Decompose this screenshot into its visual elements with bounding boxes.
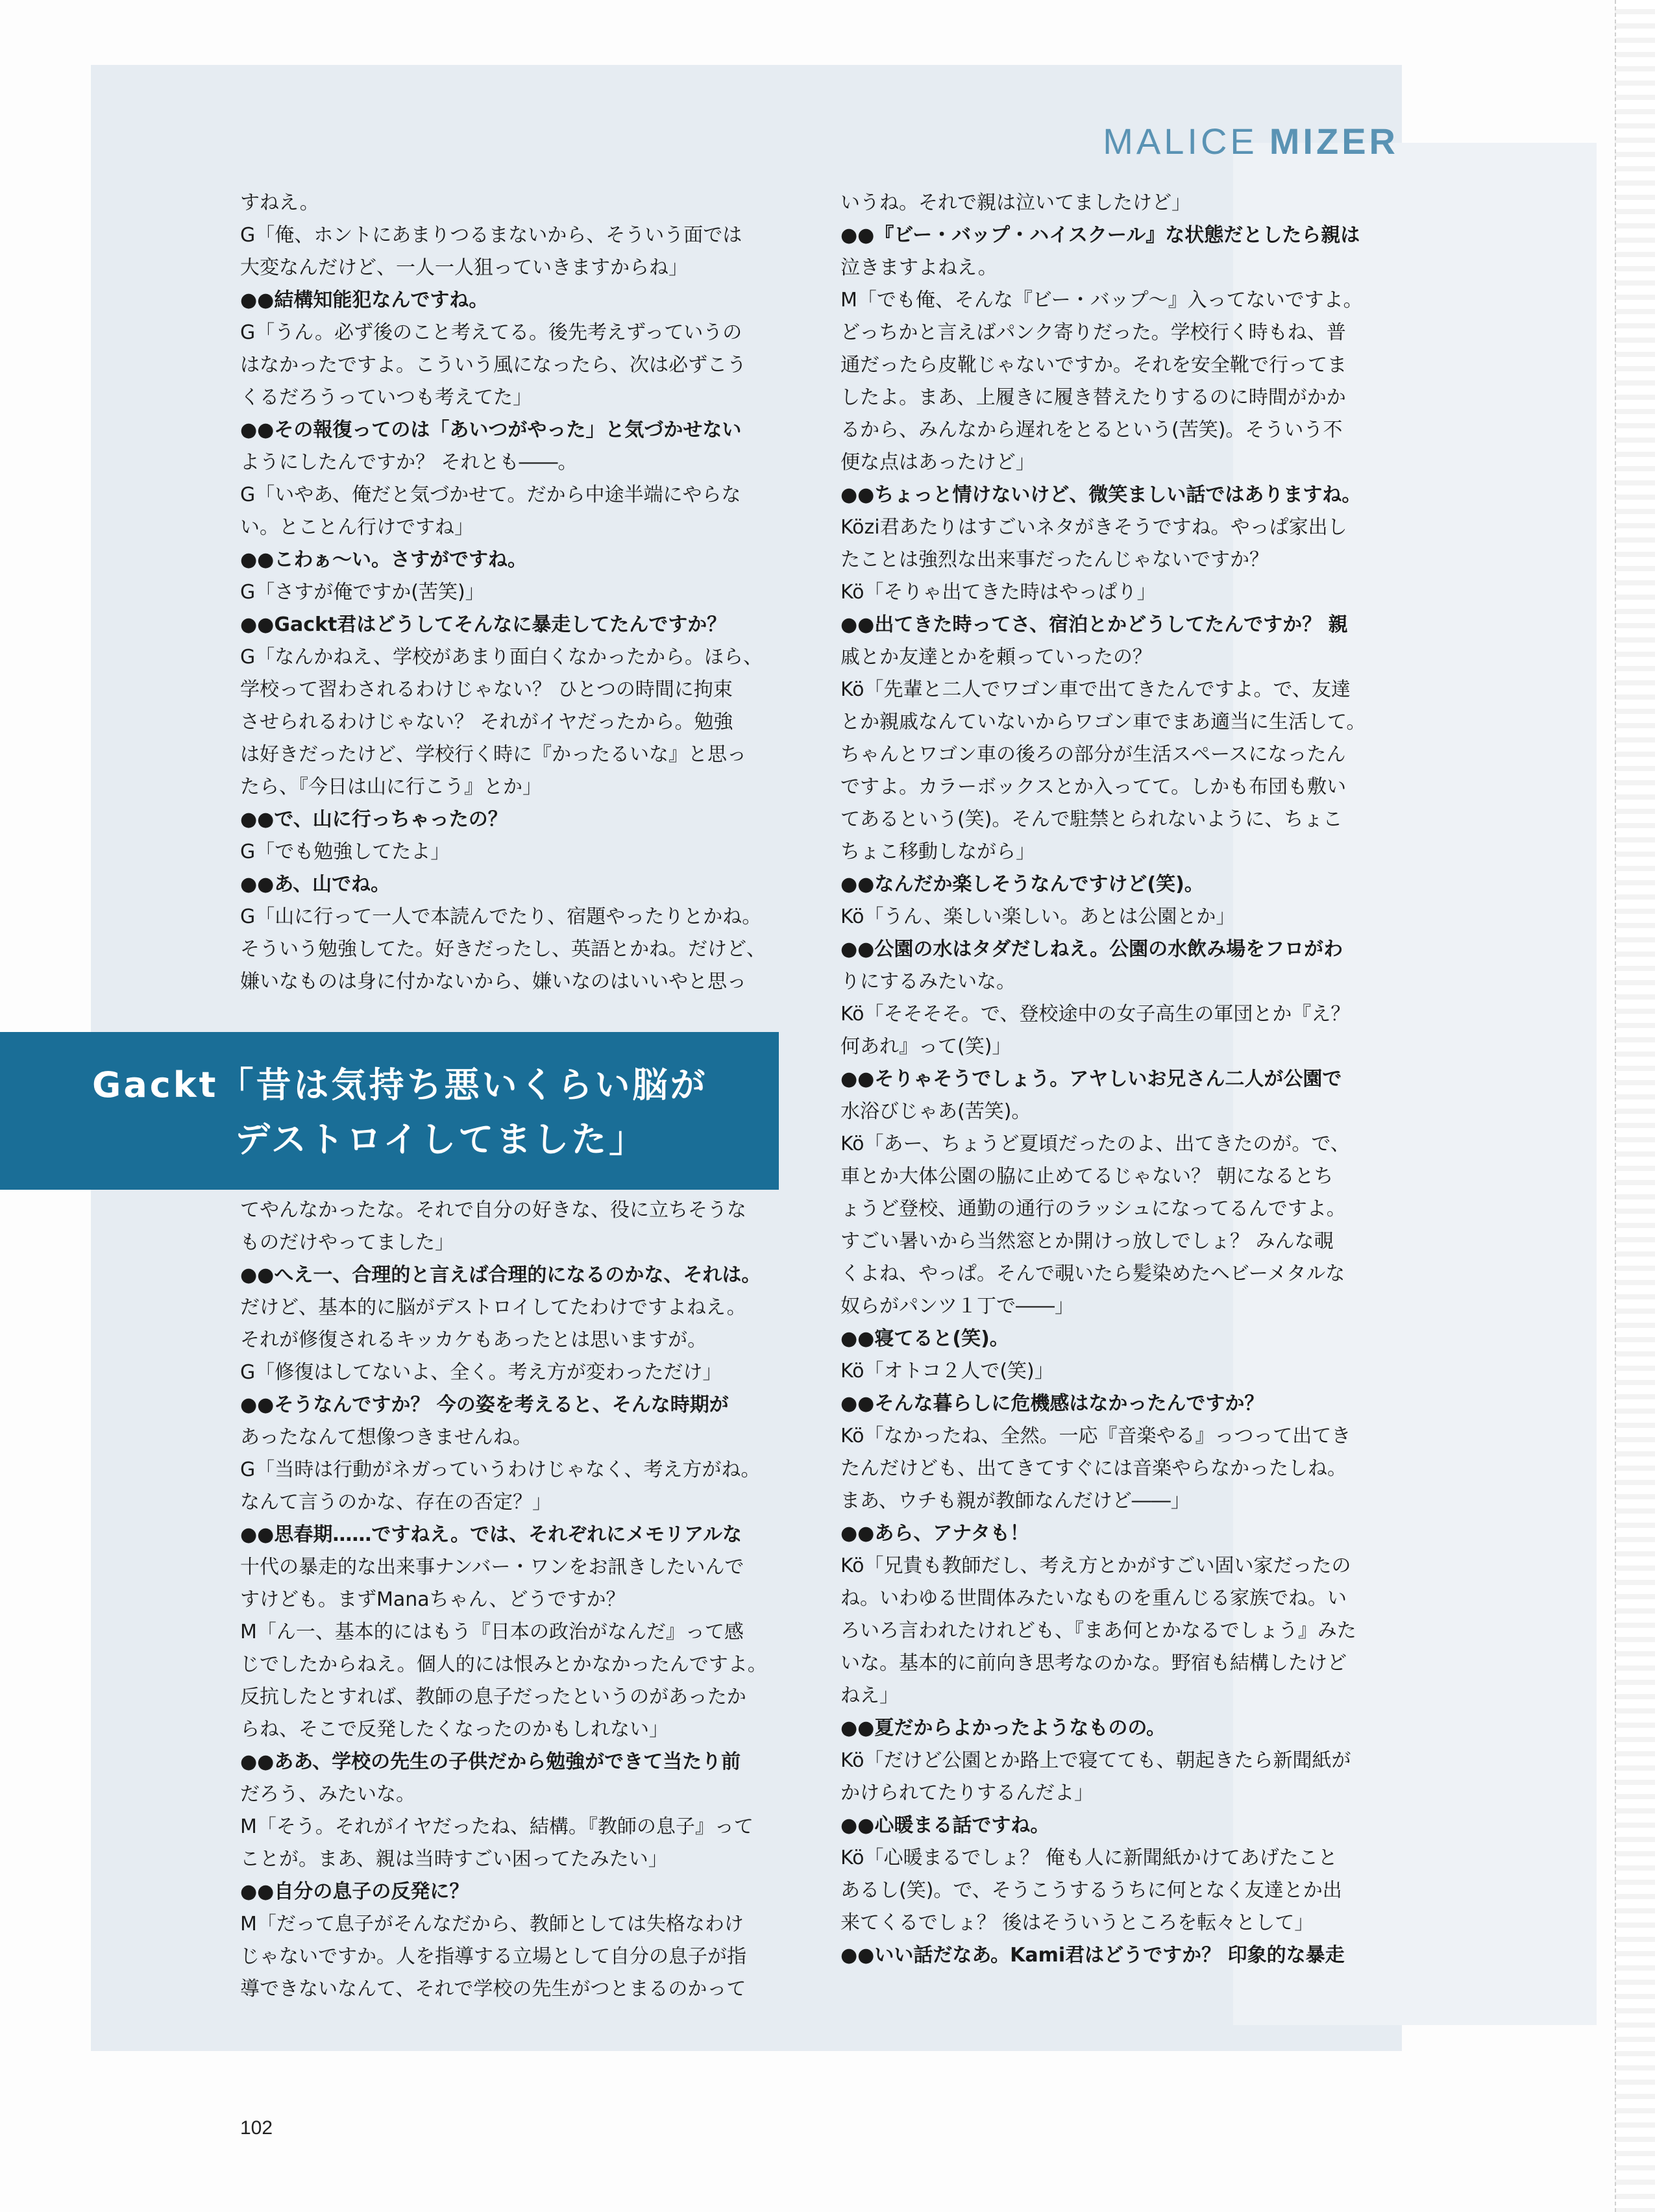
torn-page-edge: [1615, 0, 1655, 2212]
interview-text-line: 導できないなんて、それで学校の先生がつとまるのかって: [240, 1978, 746, 2000]
interview-text-line: 来てくるでしょ？ 後はそういうところを転々として」: [840, 1911, 1314, 1934]
interview-text-line: かけられてたりするんだよ」: [840, 1782, 1094, 1804]
interview-text-line: 大変なんだけど、一人一人狙っていきますからね」: [240, 256, 688, 279]
interview-text-line: い。とことん行けですね」: [240, 516, 474, 539]
brand-logo-light: MALICE: [1103, 121, 1258, 162]
interview-text-line: ねえ」: [840, 1684, 899, 1707]
interviewer-question-line: ●●そんな暮らしに危機感はなかったんですか？: [840, 1392, 1264, 1415]
interview-text-line: なんて言うのかな、存在の否定？」: [240, 1491, 552, 1514]
interview-text-line: たんだけども、出てきてすぐには音楽やらなかったしね。: [840, 1457, 1347, 1480]
interviewer-question-line: ●●へえ一、合理的と言えば合理的になるのかな、それは。: [240, 1264, 761, 1286]
interview-text-line: Közi君あたりはすごいネタがきそうですね。やっぱ家出し: [840, 516, 1347, 539]
interview-text-line: 車とか大体公園の脇に止めてるじゃない？ 朝になるとち: [840, 1165, 1334, 1188]
interview-text-line: じでしたからねえ。個人的には恨みとかなかったんですよ。: [240, 1653, 767, 1676]
interview-text-line: Kö「兄貴も教師だし、考え方とかがすごい固い家だったの: [840, 1555, 1351, 1577]
interview-text-line: G「なんかねえ、学校があまり面白くなかったから。ほら、: [240, 646, 763, 669]
interview-text-line: G「山に行って一人で本読んでたり、宿題やったりとかね。: [240, 905, 762, 928]
interview-text-line: あるし(笑)。で、そうこうするうちに何となく友達とか出: [840, 1879, 1342, 1902]
interview-text-line: すねえ。: [240, 191, 319, 214]
interviewer-question-line: ●●ちょっと情けないけど、微笑ましい話ではありますね。: [840, 484, 1362, 506]
interview-text-line: 奴らがパンツ１丁で――」: [840, 1295, 1074, 1318]
interview-text-line: 何あれ』って(笑)」: [840, 1035, 1012, 1058]
interview-text-line: くるだろうっていつも考えてた」: [240, 386, 532, 409]
page-number: 102: [240, 2117, 273, 2139]
interview-text-line: G「さすが俺ですか(苦笑)」: [240, 581, 485, 604]
interview-text-line: Kö「うん、楽しい楽しい。あとは公園とか」: [840, 905, 1236, 928]
interviewer-question-line: ●●夏だからよかったようなものの。: [840, 1717, 1166, 1739]
interviewer-question-line: ●●なんだか楽しそうなんですけど(笑)。: [840, 873, 1204, 896]
interview-text-line: M「そう。それがイヤだったね、結構。『教師の息子』って: [240, 1815, 754, 1838]
interview-text-line: Kö「そそそそ。で、登校途中の女子高生の軍団とか『え？: [840, 1003, 1351, 1026]
interviewer-question-line: ●●Gackt君はどうしてそんなに暴走してたんですか？: [240, 613, 727, 636]
interview-text-line: くよね、やっぱ。そんで覗いたら髪染めたヘビーメタルな: [840, 1262, 1345, 1285]
interview-text-line: だろう、みたいな。: [240, 1783, 415, 1806]
interview-text-line: 便な点はあったけど」: [840, 451, 1035, 474]
interviewer-question-line: ●●その報復ってのは「あいつがやった」と気づかせない: [240, 419, 742, 441]
interview-text-line: Kö「オトコ２人で(笑)」: [840, 1360, 1054, 1382]
pull-quote-banner: [0, 1032, 779, 1190]
interview-text-line: 戚とか友達とかを頼っていったの？: [840, 646, 1152, 669]
interview-text-line: いうね。それで親は泣いてましたけど」: [840, 191, 1191, 214]
interview-text-line: あったなんて想像つきませんね。: [240, 1426, 532, 1449]
pull-quote-text: [92, 1058, 708, 1167]
interview-text-line: ちゃんとワゴン車の後ろの部分が生活スペースになったん: [840, 743, 1346, 766]
interview-text-line: たら、『今日は山に行こう』とか」: [240, 776, 542, 798]
interview-text-line: すけども。まずManaちゃん、どうですか？: [240, 1588, 626, 1611]
interview-text-line: 嫌いなものは身に付かないから、嫌いなのはいいやと思っ: [240, 970, 746, 993]
left-column-top: [240, 187, 844, 998]
interviewer-question-line: ●●結構知能犯なんですね。: [240, 289, 489, 312]
right-column: [840, 187, 1444, 1972]
interview-text-line: とか親戚なんていないからワゴン車でまあ適当に生活して。: [840, 711, 1366, 733]
interview-text-line: ね。いわゆる世間体みたいなものを重んじる家族でね。い: [840, 1587, 1347, 1610]
interview-text-line: じゃないですか。人を指導する立場として自分の息子が指: [240, 1945, 746, 1968]
interview-text-line: りにするみたいな。: [840, 970, 1016, 993]
pull-quote-line-1: Gackt「昔は気持ち悪いくらい脳が: [92, 1064, 708, 1105]
interview-text-line: だけど、基本的に脳がデストロイしてたわけですよねえ。: [240, 1296, 746, 1319]
interview-text-line: G「修復はしてないよ、全く。考え方が変わっただけ」: [240, 1361, 722, 1384]
interview-text-line: すごい暑いから当然窓とか開けっ放しでしょ？ みんな覗: [840, 1230, 1334, 1253]
interview-text-line: Kö「だけど公園とか路上で寝てても、朝起きたら新聞紙が: [840, 1749, 1351, 1772]
interview-text-line: Kö「心暖まるでしょ？ 俺も人に新聞紙かけてあげたこと: [840, 1847, 1338, 1869]
interview-text-line: G「当時は行動がネガっていうわけじゃなく、考え方がね。: [240, 1458, 761, 1481]
interviewer-question-line: ●●公園の水はタダだしねえ。公園の水飲み場をフロがわ: [840, 938, 1343, 961]
interviewer-question-line: ●●『ビー・バップ・ハイスクール』な状態だとしたら親は: [840, 224, 1360, 247]
interviewer-question-line: ●●そうなんですか？ 今の姿を考えると、そんな時期が: [240, 1394, 729, 1416]
interviewer-question-line: ●●あら、アナタも！: [840, 1522, 1029, 1545]
interview-text-line: Kö「そりゃ出てきた時はやっぱり」: [840, 581, 1157, 604]
interview-text-line: G「うん。必ず後のこと考えてる。後先考えずっていうの: [240, 321, 742, 344]
interviewer-question-line: ●●出てきた時ってさ、宿泊とかどうしてたんですか？ 親: [840, 613, 1348, 636]
interview-text-line: それが修復されるキッカケもあったとは思いますが。: [240, 1329, 707, 1351]
interviewer-question-line: ●●こわぁ〜い。さすがですね。: [240, 548, 528, 571]
interview-text-line: ょうど登校、通勤の通行のラッシュになってるんですよ。: [840, 1198, 1346, 1220]
interview-text-line: どっちかと言えばパンク寄りだった。学校行く時もね、普: [840, 321, 1346, 344]
interviewer-question-line: ●●そりゃそうでしょう。アヤしいお兄さん二人が公園で: [840, 1068, 1342, 1090]
interview-text-line: てあるという(笑)。そんで駐禁とられないように、ちょこ: [840, 808, 1343, 831]
interview-text-line: G「でも勉強してたよ」: [240, 841, 450, 863]
brand-logo: [1103, 120, 1399, 162]
interview-text-line: ですよ。カラーボックスとか入ってて。しかも布団も敷い: [840, 776, 1347, 798]
brand-logo-bold: MIZER: [1269, 121, 1399, 162]
interview-text-line: M「ん一、基本的にはもう『日本の政治がなんだ』って感: [240, 1621, 744, 1643]
interview-text-line: ようにしたんですか？ それとも――。: [240, 451, 578, 474]
interview-text-line: たことは強烈な出来事だったんじゃないですか？: [840, 548, 1269, 571]
interview-text-line: したよ。まあ、上履きに履き替えたりするのに時間がかか: [840, 386, 1346, 409]
interview-text-line: させられるわけじゃない？ それがイヤだったから。勉強: [240, 711, 733, 733]
interview-text-line: Kö「先輩と二人でワゴン車で出てきたんですよ。で、友達: [840, 678, 1351, 701]
interview-text-line: ものだけやってました」: [240, 1231, 454, 1254]
interview-text-line: ろいろ言われたけれども、『まあ何とかなるでしょう』みた: [840, 1619, 1356, 1642]
interview-text-line: 泣きますよねえ。: [840, 256, 998, 279]
interviewer-question-line: ●●あ、山でね。: [240, 873, 391, 896]
interview-text-line: ことが。まあ、親は当時すごい困ってたみたい」: [240, 1848, 668, 1871]
interview-text-line: 反抗したとすれば、教師の息子だったというのがあったか: [240, 1686, 746, 1708]
interview-text-line: まあ、ウチも親が教師なんだけど――」: [840, 1490, 1190, 1512]
interview-text-line: G「いやあ、俺だと気づかせて。だから中途半端にやらな: [240, 484, 741, 506]
interview-text-line: そういう勉強してた。好きだったし、英語とかね。だけど、: [240, 938, 766, 961]
interview-text-line: 十代の暴走的な出来事ナンバー・ワンをお訊きしたいんで: [240, 1556, 744, 1579]
pull-quote-line-2: デストロイしてました」: [235, 1119, 647, 1160]
interviewer-question-line: ●●心暖まる話ですね。: [840, 1814, 1050, 1837]
interviewer-question-line: ●●自分の息子の反発に？: [240, 1880, 469, 1903]
interview-text-line: M「でも俺、そんな『ビー・バップ〜』入ってないですよ。: [840, 289, 1363, 312]
interview-text-line: G「俺、ホントにあまりつるまないから、そういう面では: [240, 224, 742, 247]
interview-text-line: 学校って習わされるわけじゃない？ ひとつの時間に拘束: [240, 678, 733, 701]
interviewer-question-line: ●●寝てると(笑)。: [840, 1327, 1009, 1350]
interview-text-line: いな。基本的に前向き思考なのかな。野宿も結構したけど: [840, 1652, 1347, 1675]
interviewer-question-line: ●●で、山に行っちゃったの？: [240, 808, 508, 831]
interview-text-line: Kö「あー、ちょうど夏頃だったのよ、出てきたのが。で、: [840, 1133, 1350, 1155]
interviewer-question-line: ●●思春期……ですねえ。では、それぞれにメモリアルな: [240, 1523, 742, 1546]
interview-text-line: M「だって息子がそんなだから、教師としては失格なわけ: [240, 1913, 744, 1936]
interview-text-line: Kö「なかったね、全然。一応『音楽やる』っつって出てき: [840, 1425, 1351, 1447]
left-column-bottom: [240, 1194, 844, 2006]
interview-text-line: は好きだったけど、学校行く時に『かったるいな』と思っ: [240, 743, 746, 766]
interview-text-line: てやんなかったな。それで自分の好きな、役に立ちそうな: [240, 1199, 746, 1222]
interviewer-question-line: ●●ああ、学校の先生の子供だから勉強ができて当たり前: [240, 1751, 741, 1773]
interview-text-line: らね、そこで反発したくなったのかもしれない」: [240, 1718, 668, 1741]
interview-text-line: 水浴びじゃあ(苦笑)。: [840, 1100, 1031, 1123]
interviewer-question-line: ●●いい話だなあ。Kami君はどうですか？ 印象的な暴走: [840, 1944, 1345, 1967]
interview-text-line: 通だったら皮靴じゃないですか。それを安全靴で行ってま: [840, 354, 1347, 376]
interview-text-line: はなかったですよ。こういう風になったら、次は必ずこう: [240, 354, 746, 376]
interview-text-line: ちょこ移動しながら」: [840, 841, 1035, 863]
interview-text-line: るから、みんなから遅れをとるという(苦笑)。そういう不: [840, 419, 1343, 441]
